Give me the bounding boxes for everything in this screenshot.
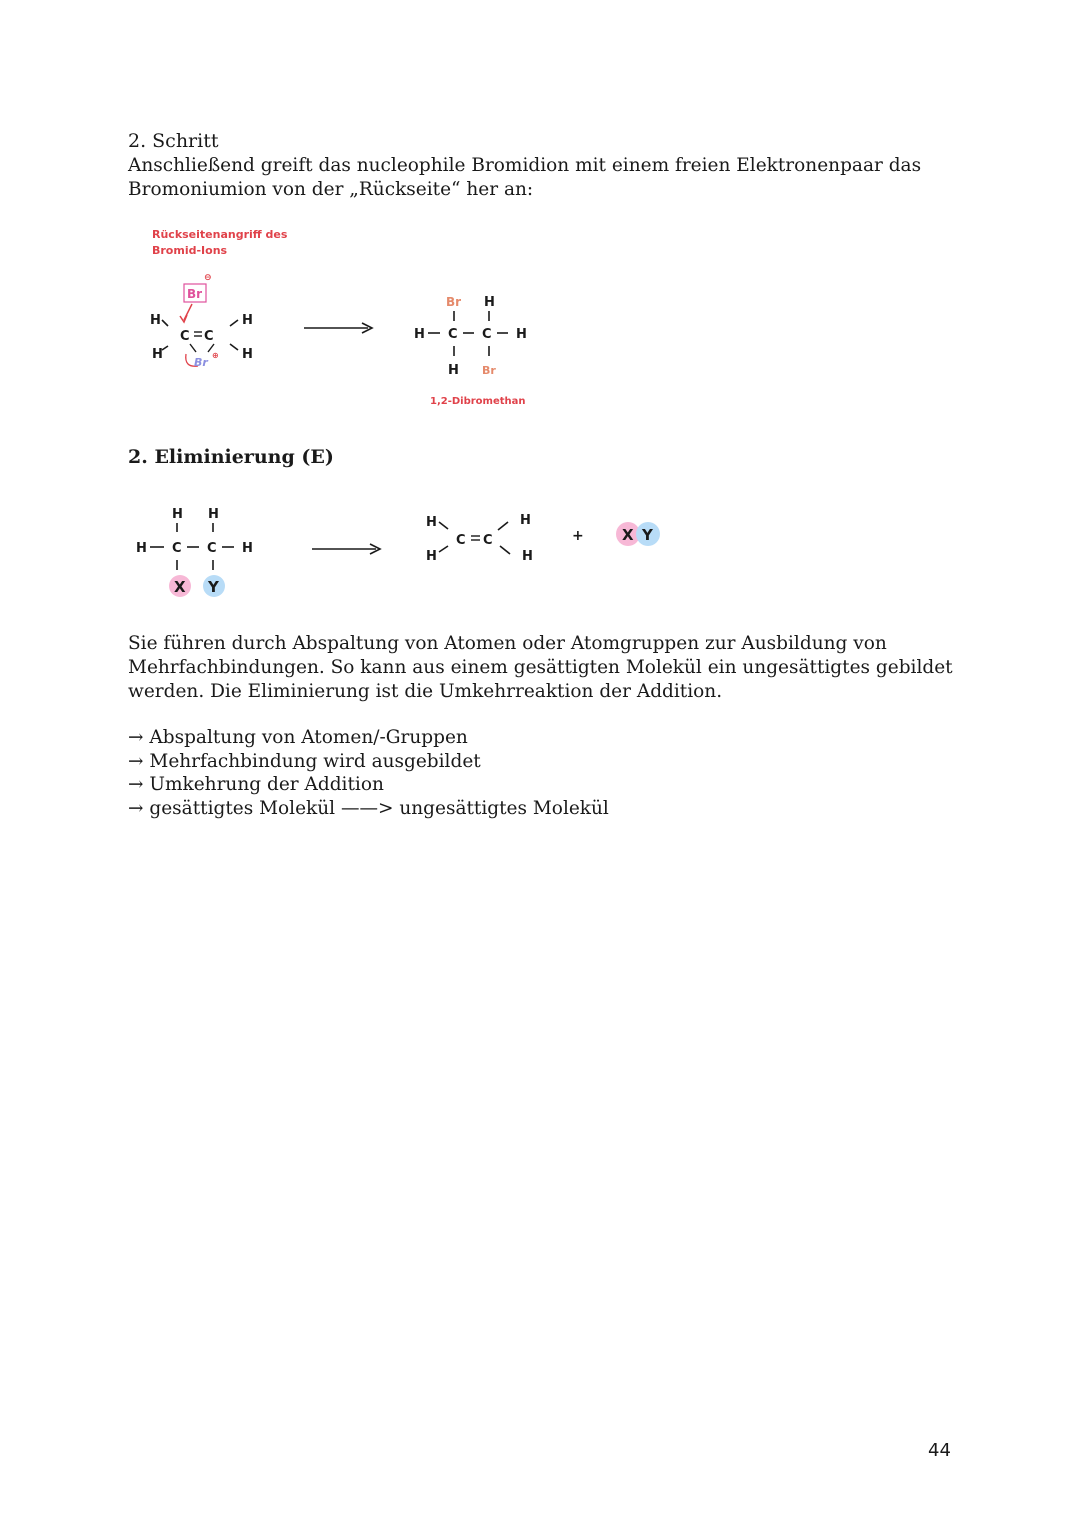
h-atom: H bbox=[426, 515, 437, 530]
carbon-atom: C bbox=[456, 533, 466, 548]
h-atom: H bbox=[426, 549, 437, 564]
carbon-atom: C bbox=[207, 541, 217, 556]
h-atom: H bbox=[242, 347, 253, 362]
dibromoethane-product bbox=[408, 286, 548, 420]
bromonium-reactant bbox=[140, 268, 270, 382]
eliminated-xy bbox=[610, 516, 670, 556]
h-atom: H bbox=[414, 327, 425, 342]
h-atom: H bbox=[522, 549, 533, 564]
backside-attack-label bbox=[152, 227, 287, 259]
h-atom: H bbox=[484, 295, 495, 310]
h-atom: H bbox=[520, 513, 531, 528]
h-atom: H bbox=[150, 313, 161, 328]
backside-attack-label-line2: Bromid-Ions bbox=[152, 244, 228, 257]
y-group: Y bbox=[642, 526, 653, 544]
bromide-symbol: Br bbox=[187, 287, 203, 301]
carbon-atom: C bbox=[483, 533, 493, 548]
list-item: → gesättigtes Molekül ——> ungesättigtes Molekül bbox=[128, 797, 609, 819]
y-group: Y bbox=[208, 578, 219, 596]
carbon-atom: C bbox=[204, 329, 214, 344]
x-group: X bbox=[174, 578, 186, 596]
elimination-product-alkene bbox=[420, 504, 550, 574]
h-atom: H bbox=[242, 541, 253, 556]
product-name: 1,2-Dibromethan bbox=[430, 396, 526, 407]
bromine-atom: Br bbox=[446, 295, 462, 309]
backside-attack-label-line1: Rückseitenangriff des bbox=[152, 228, 288, 241]
list-item: → Umkehrung der Addition bbox=[128, 774, 384, 795]
h-atom: H bbox=[172, 507, 183, 522]
elimination-heading: 2. Eliminierung (E) bbox=[128, 446, 334, 468]
elimination-summary-list bbox=[128, 726, 609, 820]
reaction-arrow-2 bbox=[310, 541, 384, 561]
h-atom: H bbox=[516, 327, 527, 342]
step-title: 2. Schritt bbox=[128, 130, 219, 152]
bromine-atom: Br bbox=[482, 364, 496, 377]
list-item: → Mehrfachbindung wird ausgebildet bbox=[128, 750, 481, 772]
reaction-arrow-1 bbox=[302, 320, 376, 340]
elimination-description: Sie führen durch Abspaltung von Atomen oder Atomgruppen zur Ausbildung von Mehrfachbindungen. So kann aus einem gesättigten Molekül ein ungesättigtes gebildet werden. Die Eliminierung ist die Umkehrreaktion der Addition. bbox=[128, 633, 953, 702]
svg-text:+: + bbox=[572, 528, 584, 544]
list-item: → Abspaltung von Atomen/-Gruppen bbox=[128, 727, 468, 748]
elimination-reactant bbox=[132, 500, 272, 608]
h-atom: H bbox=[152, 347, 163, 362]
carbon-atom: C bbox=[172, 541, 182, 556]
bromonium-symbol: Br bbox=[194, 356, 208, 369]
bromonium-charge: ⊕ bbox=[212, 351, 219, 360]
page-number: 44 bbox=[928, 1440, 951, 1461]
h-atom: H bbox=[242, 313, 253, 328]
plus-sign bbox=[568, 522, 588, 550]
carbon-atom: C bbox=[482, 327, 492, 342]
h-atom: H bbox=[448, 363, 459, 378]
carbon-atom: C bbox=[180, 329, 190, 344]
step-description: Anschließend greift das nucleophile Bromidion mit einem freien Elektronenpaar das Bromoniumion von der „Rückseite“ her an: bbox=[128, 155, 922, 200]
x-group: X bbox=[622, 526, 634, 544]
h-atom: H bbox=[208, 507, 219, 522]
carbon-atom: C bbox=[448, 327, 458, 342]
bromide-charge: ⊖ bbox=[204, 273, 212, 283]
h-atom: H bbox=[136, 541, 147, 556]
